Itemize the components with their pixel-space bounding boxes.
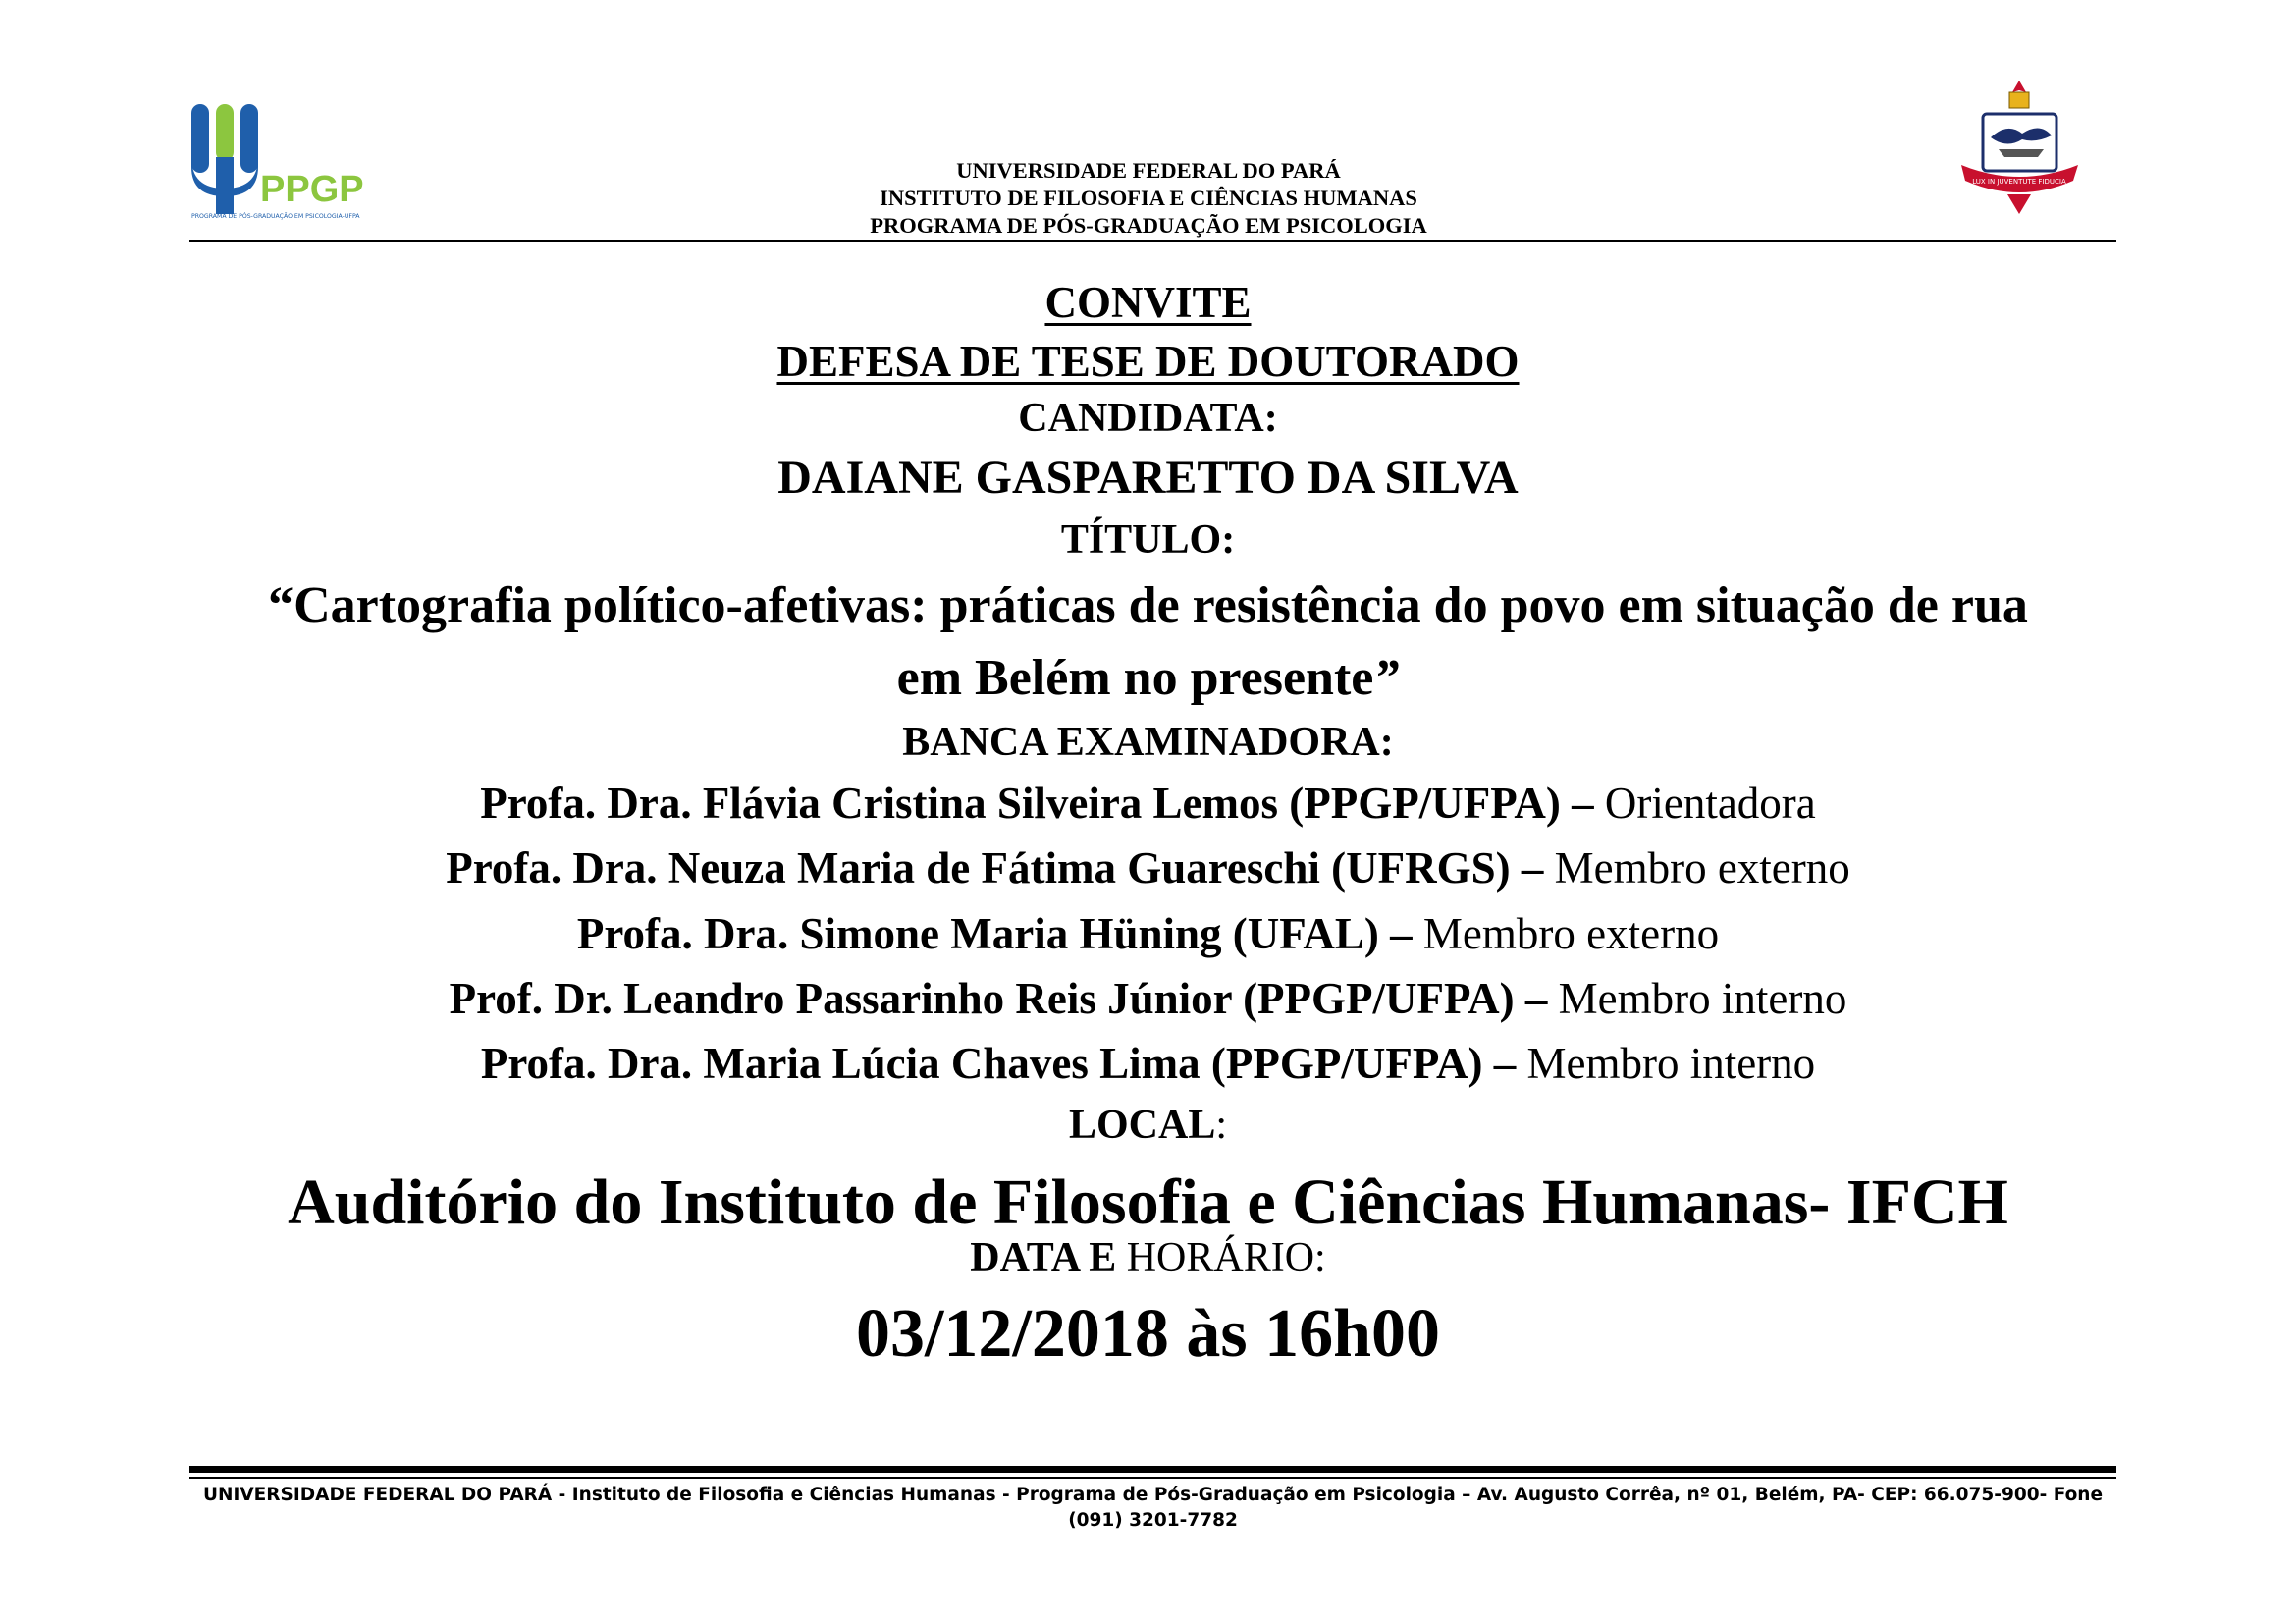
candidate-label: CANDIDATA:	[1018, 396, 1278, 441]
date-value: 03/12/2018 às 16h00	[855, 1296, 1441, 1372]
location-value: Auditório do Instituto de Filosofia e Ciências Humanas- IFCH	[288, 1166, 2008, 1238]
invite-heading: CONVITE	[1044, 278, 1252, 327]
footer-address	[189, 1483, 2116, 1534]
defense-heading: DEFESA DE TESE DE DOUTORADO	[776, 337, 1520, 386]
board-member: Profa. Dra. Simone Maria Hüning (UFAL) – Membro externo	[576, 909, 1720, 958]
candidate-name: DAIANE GASPARETTO DA SILVA	[777, 452, 1519, 504]
ppgp-logo	[189, 98, 364, 221]
board-member: Profa. Dra. Flávia Cristina Silveira Lemos (PPGP/UFPA) – Orientadora	[480, 779, 1816, 828]
footer-divider-thin	[189, 1477, 2116, 1479]
ufpa-crest	[1953, 79, 2086, 226]
header-program: PROGRAMA DE PÓS-GRADUAÇÃO EM PSICOLOGIA	[870, 213, 1427, 238]
board-member: Prof. Dr. Leandro Passarinho Reis Júnior (PPGP/UFPA) – Membro interno	[449, 974, 1847, 1023]
header-university: UNIVERSIDADE FEDERAL DO PARÁ	[956, 158, 1341, 183]
board-member: Profa. Dra. Maria Lúcia Chaves Lima (PPGP/UFPA) – Membro interno	[480, 1039, 1816, 1088]
footer-line1: UNIVERSIDADE FEDERAL DO PARÁ - Instituto de Filosofia e Ciências Humanas - Programa de Pós-Graduação em Psicologia – Av. Augusto Corrêa, nº 01, Belém, PA- CEP: 66.075-900- Fone	[202, 1485, 2104, 1505]
thesis-title-line2: em Belém no presente”	[896, 650, 1400, 706]
crest-banner-text: LUX IN JUVENTUTE FIDUCIA	[1972, 178, 2066, 186]
footer-line2: (091) 3201-7782	[1068, 1510, 1238, 1531]
ppgp-logo-text: PPGP	[260, 169, 364, 210]
board-member: Profa. Dra. Neuza Maria de Fátima Guareschi (UFRGS) – Membro externo	[446, 843, 1850, 893]
institution-header	[687, 157, 1610, 240]
board-label: BANCA EXAMINADORA:	[902, 720, 1394, 765]
header-institute: INSTITUTO DE FILOSOFIA E CIÊNCIAS HUMANAS	[880, 186, 1417, 210]
location-label: LOCAL:	[1068, 1103, 1228, 1148]
footer-divider-thick	[189, 1466, 2116, 1473]
date-label: DATA E HORÁRIO:	[970, 1235, 1326, 1280]
ppgp-logo-caption: PROGRAMA DE PÓS-GRADUAÇÃO EM PSICOLOGIA-UFPA	[191, 213, 360, 220]
title-label: TÍTULO:	[1060, 517, 1236, 563]
header-divider	[189, 240, 2116, 242]
thesis-title-line1: “Cartografia político-afetivas: práticas de resistência do povo em situação de rua	[268, 577, 2028, 633]
